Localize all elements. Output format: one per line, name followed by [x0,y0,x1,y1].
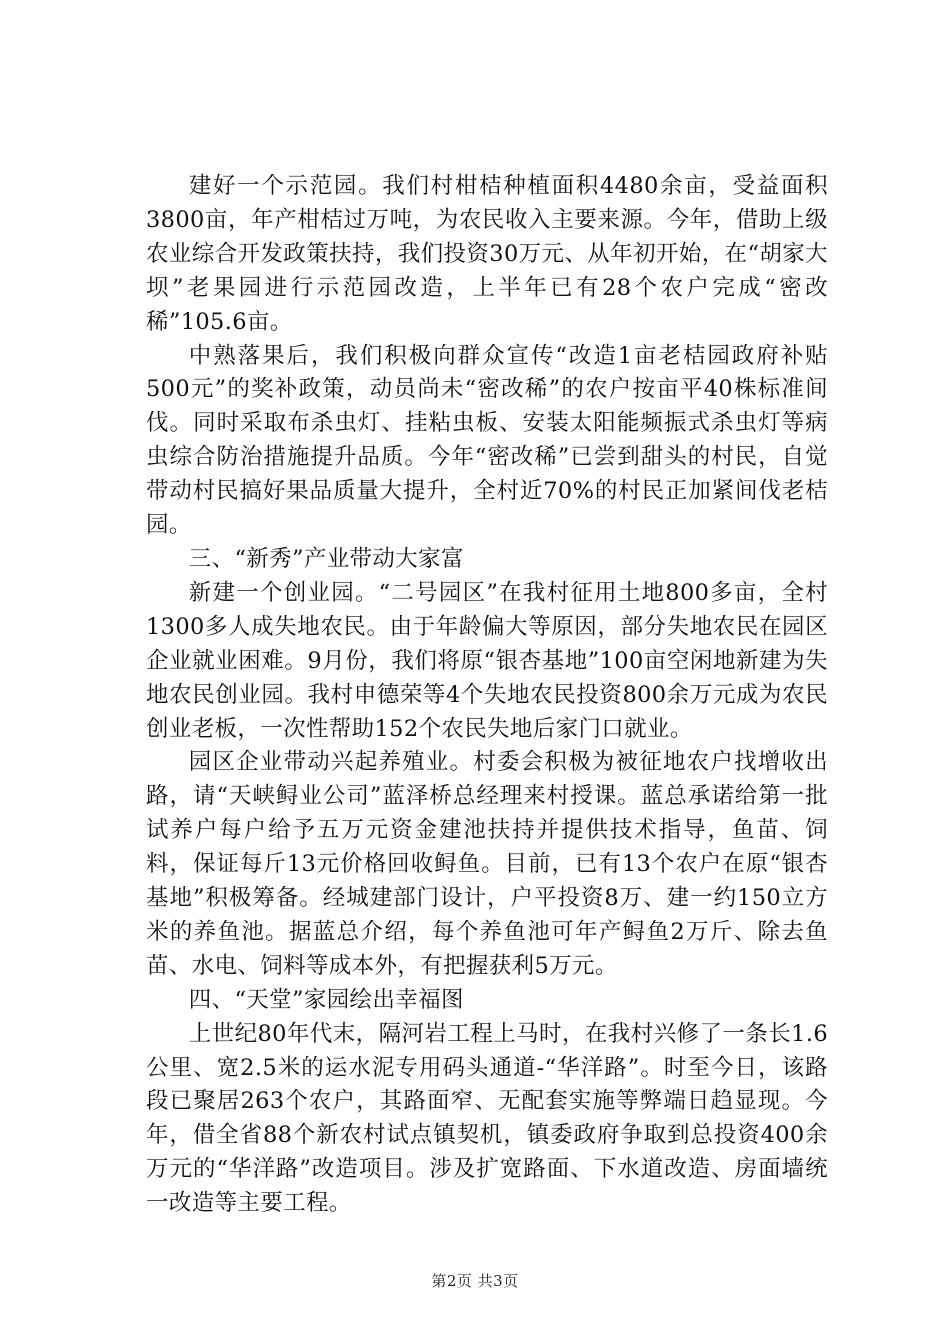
section-heading-4: 四、“天堂”家园绘出幸福图 [188,986,464,1013]
section-heading-3: 三、“新秀”产业带动大家富 [188,545,464,572]
paragraph-thinning-policy: 中熟落果后，我们积极向群众宣传“改造1亩老桔园政府补贴500元”的奖补政策，动员尚未“密改稀”的农户按亩平40株标准间伐。同时采取布杀虫灯、挂粘虫板、安装太阳能频振式杀虫灯等病虫综合防治措施提升品质。今年“密改稀”已尝到甜头的村民，自觉带动村民搞好果品质量大提升，全村近70%的村民正加紧间伐老桔园。 [146,342,828,539]
paragraph-huayang-road: 上世纪80年代末，隔河岩工程上马时，在我村兴修了一条长1.6公里、宽2.5米的运水泥专用码头通道-“华洋路”。时至今日，该路段已聚居263个农户，其路面窄、无配套实施等弊端日趋显现。今年，借全省88个新农村试点镇契机，镇委政府争取到总投资400余万元的“华洋路”改造项目。涉及扩宽路面、下水道改造、房面墙统一改造等主要工程。 [146,1020,828,1217]
paragraph-startup-park: 新建一个创业园。“二号园区”在我村征用土地800多亩，全村1300多人成失地农民。由于年龄偏大等原因，部分失地农民在园区企业就业困难。9月份，我们将原“银杏基地”100亩空闲地新建为失地农民创业园。我村申德荣等4个失地农民投资800余万元成为农民创业老板，一次性帮助152个农民失地后家门口就业。 [146,579,828,742]
page-number-footer: 第2页 共3页 [431,1272,519,1290]
paragraph-aquaculture: 园区企业带动兴起养殖业。村委会积极为被征地农户找增收出路，请“天峡鲟业公司”蓝泽桥总经理来村授课。蓝总承诺给第一批试养户每户给予五万元资金建池扶持并提供技术指导，鱼苗、饲料，保证每斤13元价格回收鲟鱼。目前，已有13个农户在原“银杏基地”积极筹备。经城建部门设计，户平投资8万、建一约150立方米的养鱼池。据蓝总介绍，每个养鱼池可年产鲟鱼2万斤、除去鱼苗、水电、饲料等成本外，有把握获利5万元。 [146,749,828,979]
paragraph-demo-orchard: 建好一个示范园。我们村柑桔种植面积4480余亩，受益面积3800亩，年产柑桔过万吨，为农民收入主要来源。今年，借助上级农业综合开发政策扶持，我们投资30万元、从年初开始，在“胡家大坝”老果园进行示范园改造，上半年已有28个农户完成“密改稀”105.6亩。 [146,173,828,335]
document-body [146,170,828,1221]
